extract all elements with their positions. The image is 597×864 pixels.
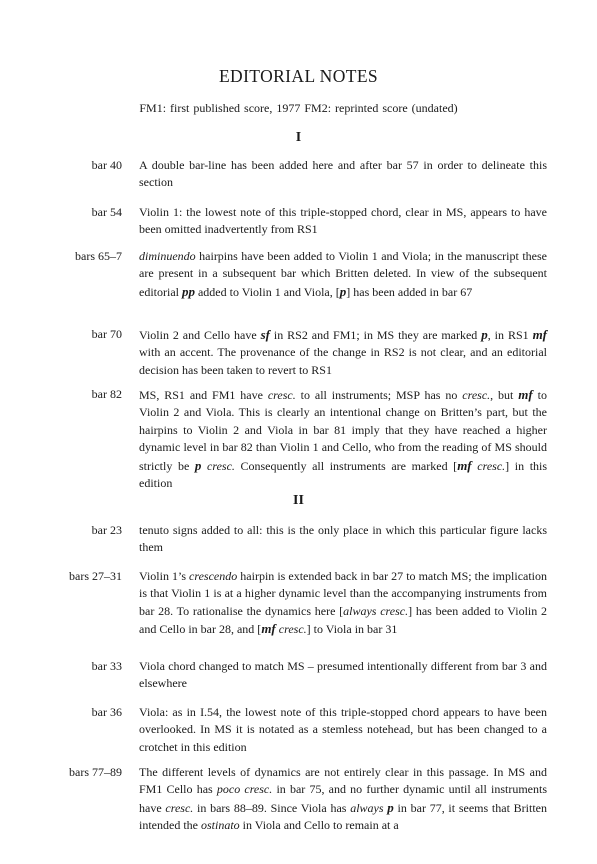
note-text: Violin 1’s crescendo hairpin is extended back in bar 27 to match MS; the implication is that Violin 1 is at a higher dynamic level than the accompanying instruments from bar 28. To rationalise the dynamics here [always cresc.] has been added to Violin 2 and Cello in bar 28, and [mf cresc.] to Viola in bar 31 xyxy=(139,569,548,637)
note-text: MS, RS1 and FM1 have cresc. to all instruments; MSP has no cresc., but mf to Violin 2 and Viola. This is clearly an intentional change on Britten’s part, but the hairpins to Violin 2 and Viola in bar 81 imply that they have reached a higher dynamic level in bar 82 than Violin 1 and Cello, who from the reading of MS should strictly be p cresc. Consequently all instruments are marked [mf cresc.] in this edition xyxy=(139,387,548,491)
note-text: Viola: as in I.54, the lowest note of this triple-stopped chord appears to have been overlooked. In MS it is notated as a stemless notehead, but has been changed to a crotchet in this edition xyxy=(139,705,547,754)
note-bar-label: bar 54 xyxy=(91,205,122,219)
note-bar-label: bar 33 xyxy=(91,659,122,673)
note-bar-label: bar 36 xyxy=(91,705,122,719)
note-bar-label: bars 27–31 xyxy=(69,569,122,583)
note-bar-label: bar 70 xyxy=(91,327,122,341)
note-bar-label: bars 65–7 xyxy=(75,249,122,263)
note-text: Viola chord changed to match MS – presumed intentionally different from bar 3 and elsewhere xyxy=(139,659,547,691)
note-bar-label: bar 40 xyxy=(91,158,122,172)
note-bar-label: bars 77–89 xyxy=(69,765,122,779)
note-text: diminuendo hairpins have been added to Violin 1 and Viola; in the manuscript these are present in a subsequent bar which Britten deleted. In view of the subsequent editorial pp added to Violin 1 and Viola, [p] has been added in bar 67 xyxy=(139,249,547,299)
note-text: Violin 2 and Cello have sf in RS2 and FM1; in MS they are marked p, in RS1 mf with an accent. The provenance of the change in RS2 is not clear, and an editorial decision has been taken to revert to RS1 xyxy=(139,327,548,377)
note-bar-label: bar 23 xyxy=(91,523,122,537)
page-subtitle: FM1: first published score, 1977 FM2: reprinted score (undated) xyxy=(139,101,458,115)
note-bar-label: bar 82 xyxy=(91,387,122,401)
note-text: A double bar-line has been added here and after bar 57 in order to delineate this section xyxy=(139,158,547,190)
note-text: The different levels of dynamics are not entirely clear in this passage. In MS and FM1 Cello has poco cresc. in bar 75, and no further dynamic until all instruments have cresc. in bars 88–89. Since Viola has always p in bar 77, it seems that Britten intended the ostinato in Viola and Cello to remain at a xyxy=(139,765,547,833)
note-text: Violin 1: the lowest note of this triple-stopped chord, clear in MS, appears to have been omitted inadvertently from RS1 xyxy=(139,205,547,237)
section-heading-ii: II xyxy=(293,493,304,508)
section-heading-i: I xyxy=(295,130,302,145)
page-title: EDITORIAL NOTES xyxy=(218,66,379,86)
note-text: tenuto signs added to all: this is the only place in which this particular figure lacks them xyxy=(139,523,547,555)
